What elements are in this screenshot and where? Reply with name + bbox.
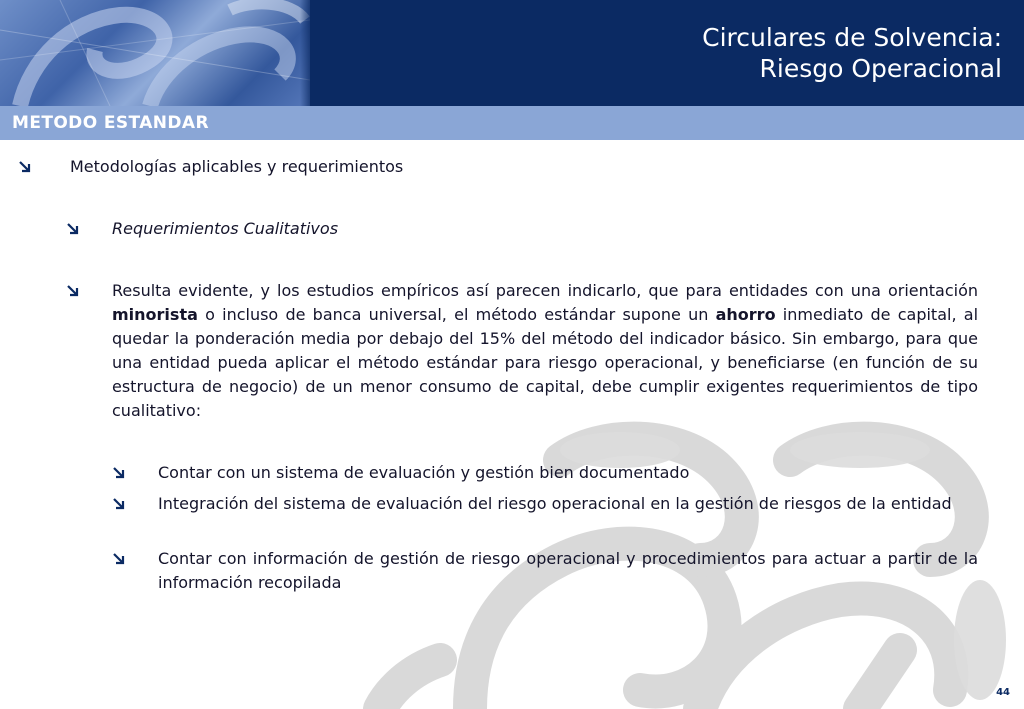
paragraph-part-3: inmediato de capital, al quedar la ponderación media por debajo del 15% del método del indicador básico. Sin embargo, para que una entidad pueda aplicar el método estándar para riesgo operacional, y beneficiarse (en función de su estructura de negocio) de un menor consumo de capital, debe cumplir exigentes requerimientos de tipo cualitativo: [112, 305, 979, 420]
paragraph-bold-ahorro: ahorro [715, 305, 776, 324]
sub-item [112, 492, 978, 516]
bullet-paragraph [66, 279, 978, 423]
arrow-down-right-icon [66, 222, 80, 236]
paragraph-bold-minorista: minorista [112, 305, 198, 324]
bullet-requerimientos [66, 217, 978, 241]
bullet-level1 [18, 155, 998, 179]
page-number: 44 [996, 687, 1010, 698]
title-line-1: Circulares de Solvencia: [702, 23, 1002, 52]
arrow-down-right-icon [66, 284, 80, 298]
paragraph-part-1: Resulta evidente, y los estudios empíricos así parecen indicarlo, que para entidades con una orientación [112, 281, 978, 300]
arrow-down-right-icon [18, 160, 32, 174]
sub-item [112, 461, 978, 485]
section-title: METODO ESTANDAR [12, 113, 209, 133]
arrow-down-right-icon [112, 466, 126, 480]
sub-item [112, 547, 978, 595]
bullet-level1-text: Metodologías aplicables y requerimientos [70, 157, 404, 176]
arrow-down-right-icon [112, 552, 126, 566]
paragraph-part-2: o incluso de banca universal, el método estándar supone un [197, 305, 716, 324]
paragraph-text [112, 279, 978, 423]
requerimientos-heading: Requerimientos Cualitativos [112, 219, 339, 238]
title-line-2: Riesgo Operacional [759, 54, 1002, 83]
sub-item-text: Integración del sistema de evaluación del riesgo operacional en la gestión de riesgos de la entidad [158, 494, 952, 513]
sub-item-text: Contar con información de gestión de riesgo operacional y procedimientos para actuar a partir de la información recopilada [158, 549, 978, 592]
sub-item-text: Contar con un sistema de evaluación y gestión bien documentado [158, 463, 690, 482]
arrow-down-right-icon [112, 497, 126, 511]
